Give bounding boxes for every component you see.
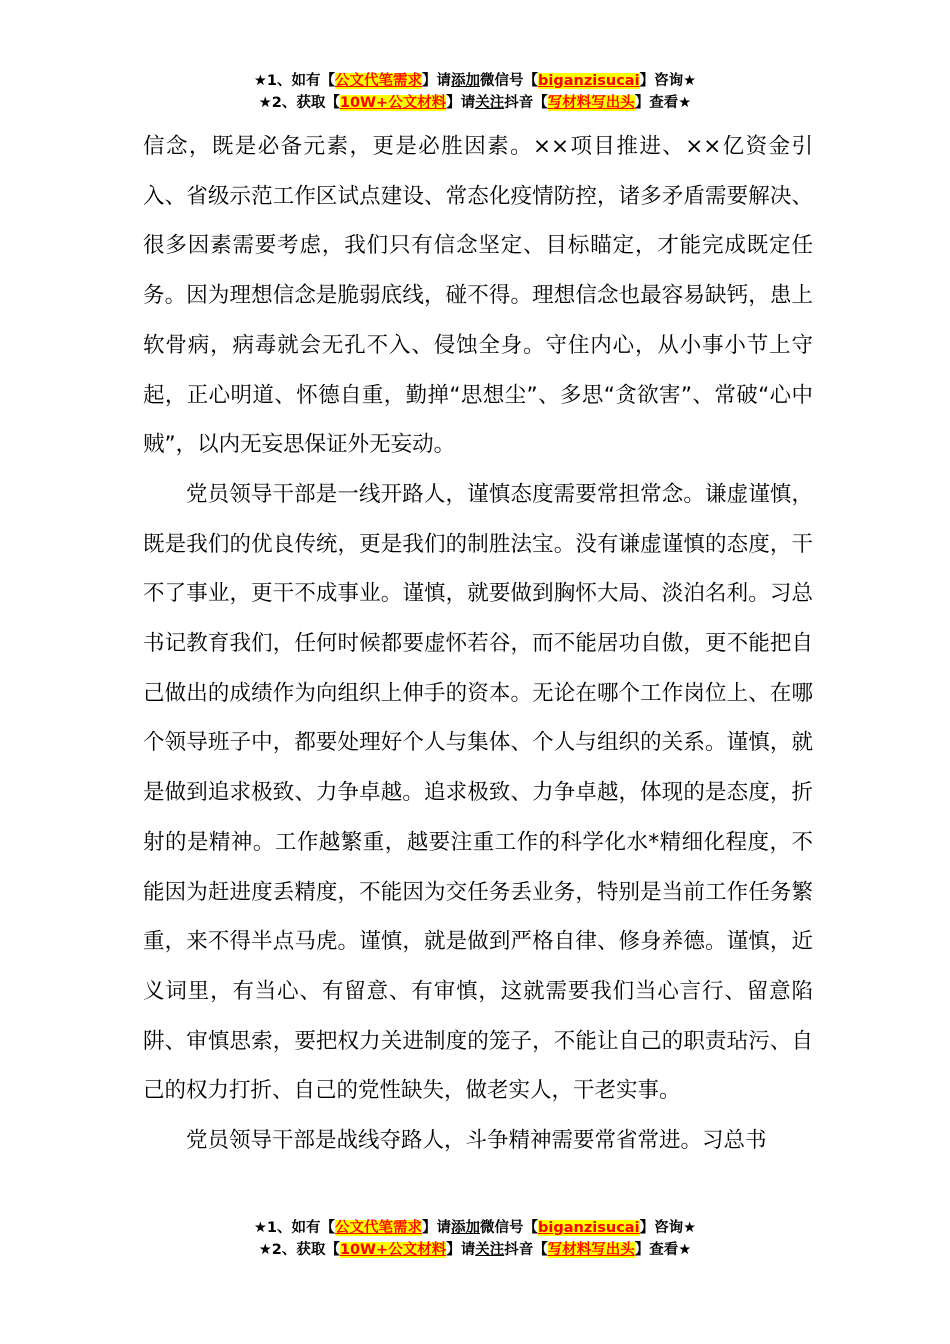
paragraph-3: 党员领导干部是战线夺路人，斗争精神需要常省常进。习总书 xyxy=(186,1128,767,1154)
paragraph-1: 信念，既是必备元素，更是必胜因素。××项目推进、××亿资金引入、省级示范工作区试点建设、常态化疫情防控，诸多矛盾需要解决、很多因素需要考虑，我们只有信念坚定、目标瞄定，才能完成既定任务。因为理想信念是脆弱底线，碰不得。理想信念也最容易缺钙，患上软骨病，病毒就会无孔不入、侵蚀全身。守住内心，从小事小节上守起，正心明道、怀德自重，勤掸“思想尘”、多思“贪欲害”、常破“心中贼”，以内无妄思保证外无妄动。 xyxy=(143,134,813,458)
banner-line-2: ★2、获取【10W+公文材料】请关注抖音【写材料写出头】查看★ xyxy=(258,1242,692,1258)
highlight-service: 公文代笔需求 xyxy=(335,73,423,89)
highlight-materials: 10W+公文材料 xyxy=(339,95,447,111)
highlight-douyin-account: 写材料写出头 xyxy=(547,1242,635,1258)
paragraph-2: 党员领导干部是一线开路人，谨慎态度需要常担常念。谦虚谨慎，既是我们的优良传统，更是我们的制胜法宝。没有谦虚谨慎的态度，干不了事业，更干不成事业。谨慎，就要做到胸怀大局、淡泊名利。习总书记教育我们，任何时候都要虚怀若谷，而不能居功自傲，更不能把自己做出的成绩作为向组织上伸手的资本。无论在哪个工作岗位上、在哪个领导班子中，都要处理好个人与集体、个人与组织的关系。谨慎，就是做到追求极致、力争卓越。追求极致、力争卓越，体现的是态度，折射的是精神。工作越繁重，越要注重工作的科学化水*精细化程度，不能因为赶进度丢精度，不能因为交任务丢业务，特别是当前工作任务繁重，来不得半点马虎。谨慎，就是做到严格自律、修身养德。谨慎，近义词里，有当心、有留意、有审慎，这就需要我们当心言行、留意陷阱、审慎思索，要把权力关进制度的笼子，不能让自己的职责玷污、自己的权力打折、自己的党性缺失，做老实人，干老实事。 xyxy=(143,481,813,1104)
highlight-service: 公文代笔需求 xyxy=(335,1220,423,1236)
highlight-wechat-id: biganzisucai xyxy=(538,73,640,89)
banner-line-1: ★1、如有【公文代笔需求】请添加微信号【biganzisucai】咨询★ xyxy=(253,1220,697,1236)
header-banner xyxy=(0,70,950,114)
highlight-materials: 10W+公文材料 xyxy=(339,1242,447,1258)
banner-line-2: ★2、获取【10W+公文材料】请关注抖音【写材料写出头】查看★ xyxy=(258,95,692,111)
banner-line-1: ★1、如有【公文代笔需求】请添加微信号【biganzisucai】咨询★ xyxy=(253,73,697,89)
highlight-wechat-id: biganzisucai xyxy=(538,1220,640,1236)
document-body xyxy=(143,122,813,1166)
highlight-douyin-account: 写材料写出头 xyxy=(547,95,635,111)
footer-banner xyxy=(0,1217,950,1261)
